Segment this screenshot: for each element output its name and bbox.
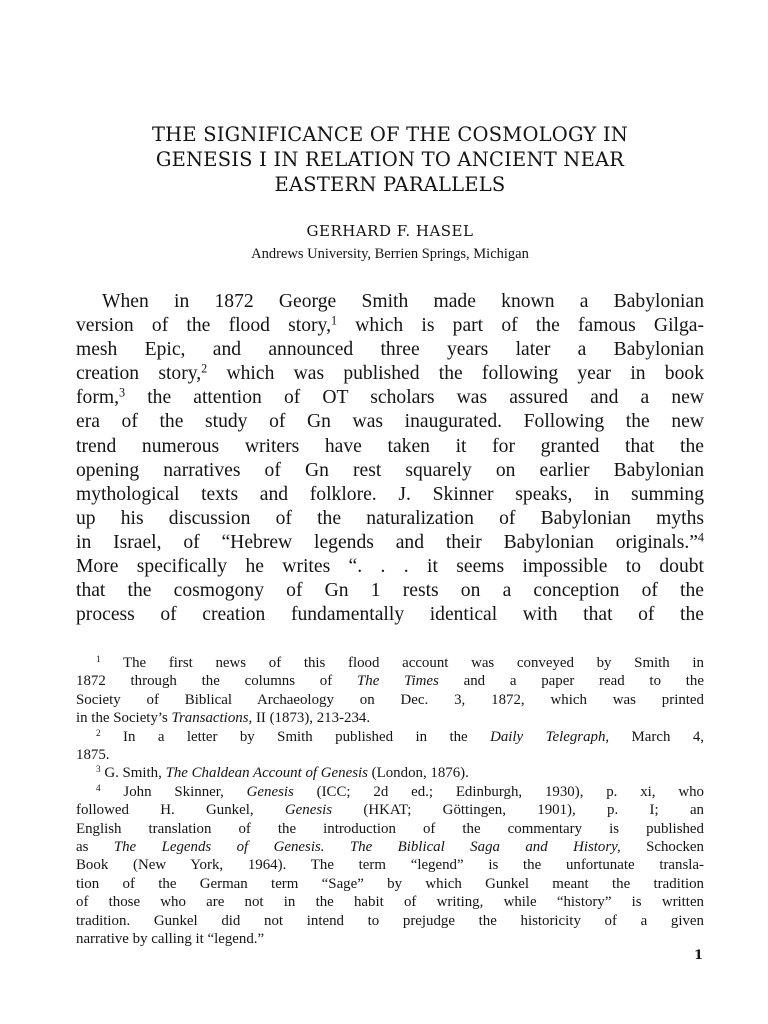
title-line: EASTERN PARALLELS	[274, 173, 506, 196]
body-line: opening narratives of Gn rest squarely on earlier Babylonian	[76, 459, 704, 481]
footnote-text: G. Smith,	[100, 765, 166, 782]
footnote-text: as	[76, 839, 114, 856]
footnote-text: John Skinner,	[100, 783, 247, 800]
body-line: process of creation fundamentally identical with that of the	[76, 604, 704, 626]
body-text-run: which was published the following year in book	[207, 363, 704, 385]
footnote-text: (London, 1876).	[367, 765, 469, 782]
footnote-number: 4	[96, 782, 101, 793]
body-line: era of the study of Gn was inaugurated. Following the new	[76, 411, 704, 433]
footnote-number: 2	[96, 727, 101, 738]
footnote-text: (HKAT; Göttingen, 1901), p. I; an	[332, 802, 705, 819]
footnote-line: tion of the German term “Sage” by which Gunkel meant the tradition	[76, 875, 704, 892]
footnote-italic: Daily Telegraph,	[490, 728, 610, 745]
footnote-text: (ICC; 2d ed.; Edinburgh, 1930), p. xi, who	[293, 783, 704, 800]
footnote-number: 3	[96, 764, 101, 775]
body-text-run: form,	[76, 387, 119, 409]
footnote-line	[76, 838, 704, 856]
footnote-text: March 4,	[609, 728, 704, 745]
body-text-run: which is part of the famous Gilga-	[337, 315, 704, 337]
footnotes	[76, 654, 704, 949]
body-text-run: creation story,	[76, 363, 202, 385]
article-title	[100, 122, 680, 197]
author-name: GERHARD F. HASEL	[306, 222, 474, 240]
footnote-ref: 2	[201, 361, 208, 376]
footnote-ref: 1	[330, 313, 338, 328]
footnote-italic: Genesis	[284, 802, 333, 819]
author-affiliation: Andrews University, Berrien Springs, Michigan	[251, 246, 529, 262]
footnote-italic: Transactions,	[171, 710, 253, 727]
body-line: that the cosmogony of Gn 1 rests on a conception of the	[76, 580, 704, 602]
title-line: GENESIS I IN RELATION TO ANCIENT NEAR	[155, 148, 625, 171]
footnote-italic: The Chaldean Account of Genesis	[165, 765, 368, 782]
body-text-run: the attention of OT scholars was assured and a new	[125, 387, 704, 409]
footnote-line	[76, 783, 704, 801]
body-line: mesh Epic, and announced three years later a Babylonian	[76, 339, 704, 361]
body-line	[76, 362, 704, 386]
footnote-italic: The Legends of Genesis. The Biblical Saga and History,	[113, 839, 621, 856]
footnote-line: Book (New York, 1964). The term “legend” is the unfortunate transla-	[76, 857, 704, 874]
body-line	[76, 314, 704, 338]
footnote-line	[76, 764, 704, 782]
body-line: mythological texts and folklore. J. Skinner speaks, in summing	[76, 483, 704, 505]
body-text-run: in Israel, of “Hebrew legends and their Babylonian originals.”	[76, 531, 698, 553]
footnote-text: and a paper read to the	[438, 673, 704, 690]
footnote-text: The first news of this flood account was conveyed by Smith in	[100, 655, 704, 671]
body-line	[76, 386, 704, 410]
page-number: 1	[694, 948, 704, 963]
footnote-text: II (1873), 213-234.	[252, 710, 371, 727]
footnote-italic: The Times	[356, 673, 439, 690]
footnote-ref: 4	[697, 530, 704, 545]
footnote-line: of those who are not in the habit of writing, while “history” is written	[76, 894, 704, 911]
footnote-line: narrative by calling it “legend.”	[76, 931, 265, 948]
body-line: When in 1872 George Smith made known a Babylonian	[102, 291, 704, 312]
footnote-text: Schocken	[620, 839, 704, 856]
footnote-line: tradition. Gunkel did not intend to prejudge the historicity of a given	[76, 912, 704, 929]
footnote-line	[76, 801, 704, 819]
footnote-line: English translation of the introduction of the commentary is published	[76, 820, 704, 837]
footnote-text: in the Society’s	[76, 710, 172, 727]
title-line: THE SIGNIFICANCE OF THE COSMOLOGY IN	[151, 123, 629, 146]
body-line: trend numerous writers have taken it for granted that the	[76, 435, 704, 457]
footnote-line: Society of Biblical Archaeology on Dec. 3, 1872, which was printed	[76, 691, 704, 708]
footnote-text: followed H. Gunkel,	[76, 802, 285, 819]
body-paragraph	[76, 290, 704, 627]
footnote-text: In a letter by Smith published in the	[100, 728, 491, 745]
footnote-line	[76, 728, 704, 746]
footnote-line: 1875.	[76, 747, 110, 764]
body-text-run: version of the flood story,	[76, 315, 331, 337]
footnote-number: 1	[96, 653, 101, 664]
footnote-italic: Genesis	[246, 783, 294, 800]
footnote-text: 1872 through the columns of	[76, 673, 357, 690]
footnote-line	[76, 672, 704, 690]
body-line: More specifically he writes “. . . it seems impossible to doubt	[76, 556, 704, 578]
body-line: up his discussion of the naturalization of Babylonian myths	[76, 507, 704, 529]
footnote-ref: 3	[119, 385, 126, 400]
footnote-line	[76, 709, 704, 727]
body-line	[76, 531, 704, 555]
footnote-line	[76, 654, 704, 672]
